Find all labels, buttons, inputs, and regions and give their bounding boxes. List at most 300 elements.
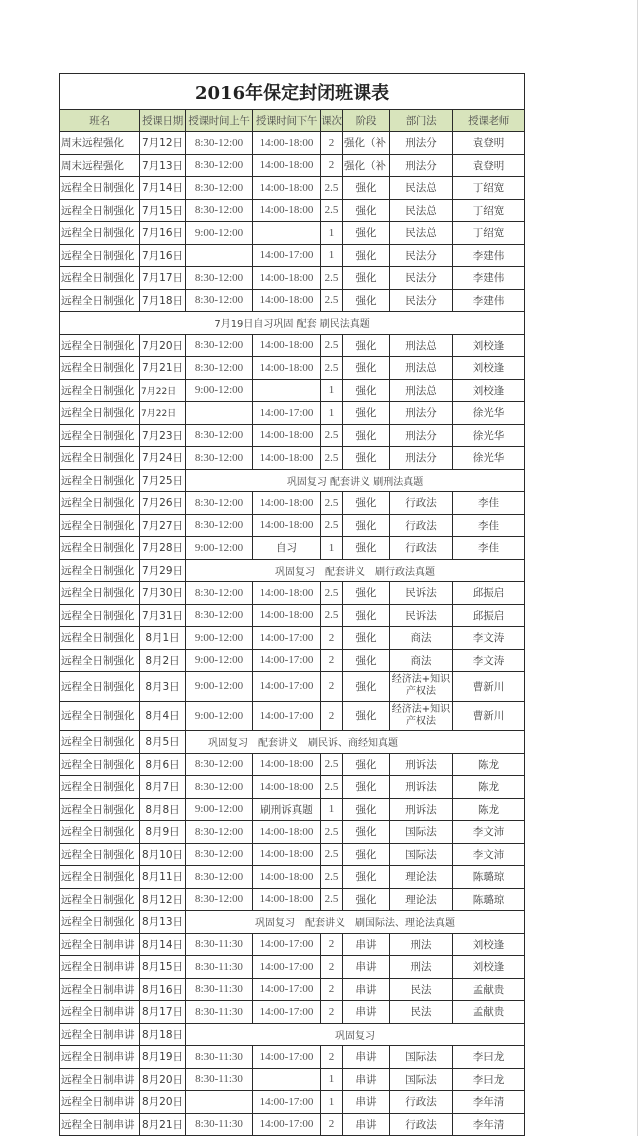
teacher-cell: 刘校逢 <box>453 334 525 357</box>
teacher-cell: 李曰龙 <box>453 1046 525 1069</box>
teacher-cell: 丁绍宽 <box>453 222 525 245</box>
time-am-cell: 8:30-12:00 <box>186 776 253 799</box>
table-row <box>60 753 525 776</box>
date-cell: 8月7日 <box>140 776 186 799</box>
class-name-cell: 远程全日制串讲 <box>60 1023 140 1046</box>
time-am-cell: 8:30-12:00 <box>186 357 253 380</box>
header-time-pm: 授课时间下午 <box>253 110 321 132</box>
date-cell: 8月17日 <box>140 1001 186 1024</box>
title-row <box>60 74 525 110</box>
subject-cell: 刑诉法 <box>390 798 453 821</box>
class-name-cell: 远程全日制强化 <box>60 334 140 357</box>
stage-cell: 强化 <box>343 289 390 312</box>
table-row <box>60 447 525 470</box>
stage-cell: 串讲 <box>343 1046 390 1069</box>
time-am-cell: 8:30-12:00 <box>186 199 253 222</box>
class-name-cell: 远程全日制强化 <box>60 447 140 470</box>
date-cell: 8月15日 <box>140 956 186 979</box>
time-am-cell: 8:30-12:00 <box>186 821 253 844</box>
teacher-cell: 李佳 <box>453 537 525 560</box>
class-name-cell: 远程全日制强化 <box>60 701 140 731</box>
stage-cell: 强化 <box>343 177 390 200</box>
session-count-cell: 2 <box>321 1001 343 1024</box>
date-cell: 8月10日 <box>140 843 186 866</box>
class-name-cell: 远程全日制串讲 <box>60 1001 140 1024</box>
stage-cell: 强化 <box>343 267 390 290</box>
time-pm-cell: 14:00-18:00 <box>253 334 321 357</box>
class-name-cell: 远程全日制强化 <box>60 222 140 245</box>
class-name-cell: 周末远程强化 <box>60 132 140 155</box>
time-am-cell: 8:30-12:00 <box>186 604 253 627</box>
session-count-cell: 1 <box>321 379 343 402</box>
time-pm-cell: 14:00-18:00 <box>253 154 321 177</box>
time-pm-cell: 自习 <box>253 537 321 560</box>
time-pm-cell: 14:00-18:00 <box>253 753 321 776</box>
session-count-cell: 2.5 <box>321 843 343 866</box>
table-row <box>60 672 525 702</box>
subject-cell: 商法 <box>390 627 453 650</box>
review-note: 巩固复习 配套讲义 刷民诉、商经知真题 <box>186 731 525 754</box>
date-cell: 8月21日 <box>140 1113 186 1136</box>
teacher-cell: 曹新川 <box>453 701 525 731</box>
time-pm-cell: 14:00-17:00 <box>253 627 321 650</box>
time-am-cell: 8:30-12:00 <box>186 289 253 312</box>
date-cell: 8月8日 <box>140 798 186 821</box>
date-cell: 8月11日 <box>140 866 186 889</box>
time-pm-cell: 14:00-18:00 <box>253 776 321 799</box>
teacher-cell: 陈璐琼 <box>453 866 525 889</box>
stage-cell: 强化 <box>343 672 390 702</box>
stage-cell: 强化 <box>343 843 390 866</box>
time-am-cell: 8:30-12:00 <box>186 177 253 200</box>
time-pm-cell: 14:00-17:00 <box>253 1091 321 1114</box>
table-row <box>60 469 525 492</box>
class-name-cell: 远程全日制串讲 <box>60 1068 140 1091</box>
time-pm-cell: 14:00-17:00 <box>253 933 321 956</box>
time-am-cell: 8:30-11:30 <box>186 978 253 1001</box>
subject-cell: 理论法 <box>390 888 453 911</box>
table-row <box>60 843 525 866</box>
table-row <box>60 379 525 402</box>
stage-cell: 强化 <box>343 402 390 425</box>
time-am-cell: 8:30-11:30 <box>186 1113 253 1136</box>
date-cell: 7月13日 <box>140 154 186 177</box>
subject-cell: 国际法 <box>390 1068 453 1091</box>
class-name-cell: 远程全日制强化 <box>60 821 140 844</box>
table-row <box>60 492 525 515</box>
teacher-cell: 李佳 <box>453 492 525 515</box>
subject-cell: 民诉法 <box>390 604 453 627</box>
table-row <box>60 701 525 731</box>
teacher-cell: 陈龙 <box>453 753 525 776</box>
date-cell: 7月17日 <box>140 267 186 290</box>
class-name-cell: 远程全日制串讲 <box>60 933 140 956</box>
table-row <box>60 357 525 380</box>
table-row <box>60 1068 525 1091</box>
header-date: 授课日期 <box>140 110 186 132</box>
session-count-cell: 2 <box>321 701 343 731</box>
teacher-cell: 李建伟 <box>453 244 525 267</box>
stage-cell: 强化 <box>343 701 390 731</box>
subject-cell: 民法总 <box>390 177 453 200</box>
time-pm-cell: 14:00-17:00 <box>253 244 321 267</box>
stage-cell: 强化 <box>343 604 390 627</box>
table-row <box>60 956 525 979</box>
class-name-cell: 远程全日制强化 <box>60 424 140 447</box>
subject-cell: 行政法 <box>390 537 453 560</box>
teacher-cell: 徐光华 <box>453 424 525 447</box>
stage-cell: 强化 <box>343 627 390 650</box>
teacher-cell: 孟献贵 <box>453 978 525 1001</box>
teacher-cell: 刘校逢 <box>453 933 525 956</box>
subject-cell: 经济法+知识产权法 <box>390 701 453 731</box>
self-study-note: 7月19日自习巩固 配套 刷民法真题 <box>60 312 525 335</box>
stage-cell: 强化 <box>343 798 390 821</box>
time-am-cell: 8:30-12:00 <box>186 132 253 155</box>
time-pm-cell: 14:00-18:00 <box>253 357 321 380</box>
session-count-cell: 2.5 <box>321 753 343 776</box>
subject-cell: 刑法分 <box>390 402 453 425</box>
date-cell: 8月5日 <box>140 731 186 754</box>
stage-cell: 串讲 <box>343 1001 390 1024</box>
session-count-cell: 2 <box>321 132 343 155</box>
date-cell: 7月14日 <box>140 177 186 200</box>
table-row <box>60 1113 525 1136</box>
class-name-cell: 远程全日制强化 <box>60 244 140 267</box>
time-am-cell: 8:30-11:30 <box>186 1001 253 1024</box>
class-name-cell: 远程全日制强化 <box>60 177 140 200</box>
date-cell: 8月9日 <box>140 821 186 844</box>
subject-cell: 行政法 <box>390 1091 453 1114</box>
date-cell: 7月18日 <box>140 289 186 312</box>
date-cell: 7月29日 <box>140 559 186 582</box>
class-name-cell: 远程全日制串讲 <box>60 1046 140 1069</box>
stage-cell: 强化 <box>343 244 390 267</box>
table-row <box>60 289 525 312</box>
time-pm-cell: 14:00-18:00 <box>253 888 321 911</box>
subject-cell: 刑法总 <box>390 357 453 380</box>
table-row <box>60 888 525 911</box>
subject-cell: 刑法 <box>390 956 453 979</box>
header-row <box>60 110 525 132</box>
date-cell: 8月3日 <box>140 672 186 702</box>
teacher-cell: 孟献贵 <box>453 1001 525 1024</box>
teacher-cell: 邱振启 <box>453 582 525 605</box>
teacher-cell: 陈龙 <box>453 798 525 821</box>
stage-cell: 强化 <box>343 222 390 245</box>
date-cell: 8月16日 <box>140 978 186 1001</box>
session-count-cell: 2 <box>321 956 343 979</box>
stage-cell: 强化 <box>343 379 390 402</box>
table-row <box>60 604 525 627</box>
teacher-cell: 袁登明 <box>453 154 525 177</box>
subject-cell: 刑法总 <box>390 334 453 357</box>
subject-cell: 国际法 <box>390 821 453 844</box>
time-am-cell <box>186 244 253 267</box>
table-row <box>60 154 525 177</box>
table-row <box>60 978 525 1001</box>
session-count-cell: 2.5 <box>321 334 343 357</box>
time-pm-cell: 14:00-18:00 <box>253 424 321 447</box>
session-count-cell: 1 <box>321 1068 343 1091</box>
review-note: 巩固复习 配套讲义 刷刑法真题 <box>186 469 525 492</box>
time-pm-cell <box>253 222 321 245</box>
class-name-cell: 远程全日制强化 <box>60 843 140 866</box>
class-name-cell: 远程全日制强化 <box>60 911 140 934</box>
teacher-cell: 丁绍宽 <box>453 199 525 222</box>
stage-cell: 串讲 <box>343 978 390 1001</box>
table-row <box>60 559 525 582</box>
table-row <box>60 866 525 889</box>
subject-cell: 商法 <box>390 649 453 672</box>
time-pm-cell: 14:00-17:00 <box>253 1046 321 1069</box>
class-name-cell: 远程全日制强化 <box>60 627 140 650</box>
stage-cell: 串讲 <box>343 1091 390 1114</box>
class-name-cell: 远程全日制强化 <box>60 267 140 290</box>
table-row <box>60 334 525 357</box>
time-am-cell: 9:00-12:00 <box>186 627 253 650</box>
date-cell: 7月24日 <box>140 447 186 470</box>
teacher-cell: 曹新川 <box>453 672 525 702</box>
stage-cell: 强化 <box>343 866 390 889</box>
date-cell: 8月2日 <box>140 649 186 672</box>
stage-cell: 强化（补 <box>343 132 390 155</box>
table-row <box>60 627 525 650</box>
stage-cell: 强化 <box>343 514 390 537</box>
subject-cell: 国际法 <box>390 843 453 866</box>
subject-cell: 民法总 <box>390 222 453 245</box>
session-count-cell: 2.5 <box>321 199 343 222</box>
teacher-cell: 徐光华 <box>453 402 525 425</box>
time-am-cell: 8:30-12:00 <box>186 843 253 866</box>
date-cell: 8月6日 <box>140 753 186 776</box>
class-name-cell: 远程全日制强化 <box>60 582 140 605</box>
class-name-cell: 远程全日制强化 <box>60 289 140 312</box>
time-pm-cell: 14:00-17:00 <box>253 672 321 702</box>
stage-cell: 强化（补 <box>343 154 390 177</box>
subject-cell: 刑法 <box>390 933 453 956</box>
table-row <box>60 177 525 200</box>
time-am-cell <box>186 1091 253 1114</box>
time-am-cell: 8:30-11:30 <box>186 1068 253 1091</box>
time-am-cell: 9:00-12:00 <box>186 798 253 821</box>
session-count-cell: 2.5 <box>321 604 343 627</box>
session-count-cell: 1 <box>321 402 343 425</box>
time-am-cell: 8:30-11:30 <box>186 933 253 956</box>
session-count-cell: 1 <box>321 798 343 821</box>
time-pm-cell: 14:00-17:00 <box>253 649 321 672</box>
session-count-cell: 2 <box>321 154 343 177</box>
subject-cell: 刑法分 <box>390 132 453 155</box>
date-cell: 8月4日 <box>140 701 186 731</box>
class-name-cell: 周末远程强化 <box>60 154 140 177</box>
stage-cell: 强化 <box>343 357 390 380</box>
teacher-cell: 徐光华 <box>453 447 525 470</box>
subject-cell: 民法总 <box>390 199 453 222</box>
date-cell: 7月20日 <box>140 334 186 357</box>
schedule-table <box>59 73 525 1136</box>
time-am-cell: 8:30-12:00 <box>186 582 253 605</box>
session-count-cell: 2.5 <box>321 514 343 537</box>
class-name-cell: 远程全日制强化 <box>60 379 140 402</box>
session-count-cell: 2 <box>321 672 343 702</box>
date-cell: 7月22日 <box>140 402 186 425</box>
table-row <box>60 911 525 934</box>
subject-cell: 经济法+知识产权法 <box>390 672 453 702</box>
table-row <box>60 222 525 245</box>
teacher-cell: 刘校逢 <box>453 379 525 402</box>
date-cell: 8月13日 <box>140 911 186 934</box>
stage-cell: 强化 <box>343 821 390 844</box>
time-am-cell: 8:30-12:00 <box>186 334 253 357</box>
session-count-cell: 2.5 <box>321 357 343 380</box>
time-pm-cell: 14:00-18:00 <box>253 582 321 605</box>
time-pm-cell: 14:00-18:00 <box>253 492 321 515</box>
subject-cell: 刑法总 <box>390 379 453 402</box>
session-count-cell: 2 <box>321 978 343 1001</box>
stage-cell: 强化 <box>343 753 390 776</box>
time-am-cell: 9:00-12:00 <box>186 222 253 245</box>
stage-cell: 强化 <box>343 492 390 515</box>
date-cell: 7月25日 <box>140 469 186 492</box>
date-cell: 7月27日 <box>140 514 186 537</box>
session-count-cell: 2 <box>321 627 343 650</box>
class-name-cell: 远程全日制强化 <box>60 514 140 537</box>
class-name-cell: 远程全日制串讲 <box>60 1091 140 1114</box>
stage-cell: 串讲 <box>343 1113 390 1136</box>
time-pm-cell: 14:00-17:00 <box>253 701 321 731</box>
stage-cell: 串讲 <box>343 933 390 956</box>
table-row <box>60 1046 525 1069</box>
teacher-cell: 刘校逢 <box>453 956 525 979</box>
table-row <box>60 132 525 155</box>
class-name-cell: 远程全日制强化 <box>60 731 140 754</box>
session-count-cell: 2 <box>321 1046 343 1069</box>
time-pm-cell: 14:00-18:00 <box>253 177 321 200</box>
subject-cell: 民法分 <box>390 267 453 290</box>
subject-cell: 刑诉法 <box>390 753 453 776</box>
time-am-cell: 9:00-12:00 <box>186 537 253 560</box>
table-row <box>60 821 525 844</box>
teacher-cell: 李文沛 <box>453 843 525 866</box>
class-name-cell: 远程全日制强化 <box>60 866 140 889</box>
time-pm-cell: 14:00-18:00 <box>253 199 321 222</box>
table-row <box>60 424 525 447</box>
date-cell: 7月31日 <box>140 604 186 627</box>
schedule-sheet <box>59 73 524 1136</box>
time-am-cell: 9:00-12:00 <box>186 649 253 672</box>
subject-cell: 民法 <box>390 978 453 1001</box>
time-am-cell: 8:30-12:00 <box>186 267 253 290</box>
time-am-cell: 8:30-12:00 <box>186 447 253 470</box>
teacher-cell: 李曰龙 <box>453 1068 525 1091</box>
subject-cell: 民诉法 <box>390 582 453 605</box>
time-pm-cell <box>253 379 321 402</box>
stage-cell: 强化 <box>343 334 390 357</box>
date-cell: 7月23日 <box>140 424 186 447</box>
table-row <box>60 582 525 605</box>
teacher-cell: 李文涛 <box>453 627 525 650</box>
table-row <box>60 798 525 821</box>
header-class-name: 班名 <box>60 110 140 132</box>
teacher-cell: 李建伟 <box>453 267 525 290</box>
teacher-cell: 李文沛 <box>453 821 525 844</box>
date-cell: 7月12日 <box>140 132 186 155</box>
review-note: 巩固复习 配套讲义 刷国际法、理论法真题 <box>186 911 525 934</box>
class-name-cell: 远程全日制强化 <box>60 888 140 911</box>
stage-cell: 强化 <box>343 776 390 799</box>
time-pm-cell: 14:00-17:00 <box>253 402 321 425</box>
session-count-cell: 2.5 <box>321 267 343 290</box>
subject-cell: 民法 <box>390 1001 453 1024</box>
session-count-cell: 2.5 <box>321 289 343 312</box>
class-name-cell: 远程全日制强化 <box>60 537 140 560</box>
time-pm-cell: 14:00-18:00 <box>253 267 321 290</box>
table-title: 2016年保定封闭班课表 <box>60 74 525 110</box>
time-pm-cell <box>253 1068 321 1091</box>
subject-cell: 刑诉法 <box>390 776 453 799</box>
class-name-cell: 远程全日制强化 <box>60 402 140 425</box>
class-name-cell: 远程全日制串讲 <box>60 978 140 1001</box>
date-cell: 7月30日 <box>140 582 186 605</box>
teacher-cell: 邱振启 <box>453 604 525 627</box>
teacher-cell: 李佳 <box>453 514 525 537</box>
session-count-cell: 2.5 <box>321 447 343 470</box>
date-cell: 7月28日 <box>140 537 186 560</box>
stage-cell: 强化 <box>343 537 390 560</box>
subject-cell: 刑法分 <box>390 447 453 470</box>
date-cell: 8月1日 <box>140 627 186 650</box>
date-cell: 8月14日 <box>140 933 186 956</box>
time-am-cell: 8:30-11:30 <box>186 1046 253 1069</box>
table-row <box>60 537 525 560</box>
table-row <box>60 933 525 956</box>
table-row <box>60 312 525 335</box>
subject-cell: 民法分 <box>390 289 453 312</box>
time-am-cell: 8:30-12:00 <box>186 888 253 911</box>
date-cell: 7月21日 <box>140 357 186 380</box>
schedule-body <box>60 132 525 1136</box>
time-am-cell: 8:30-12:00 <box>186 154 253 177</box>
time-pm-cell: 14:00-18:00 <box>253 514 321 537</box>
review-note: 巩固复习 <box>186 1023 525 1046</box>
class-name-cell: 远程全日制强化 <box>60 753 140 776</box>
class-name-cell: 远程全日制强化 <box>60 604 140 627</box>
table-row <box>60 649 525 672</box>
time-pm-cell: 14:00-17:00 <box>253 1001 321 1024</box>
time-pm-cell: 14:00-18:00 <box>253 866 321 889</box>
stage-cell: 串讲 <box>343 1068 390 1091</box>
header-teacher: 授课老师 <box>453 110 525 132</box>
session-count-cell: 1 <box>321 222 343 245</box>
date-cell: 7月15日 <box>140 199 186 222</box>
class-name-cell: 远程全日制强化 <box>60 798 140 821</box>
date-cell: 8月20日 <box>140 1091 186 1114</box>
time-pm-cell: 14:00-18:00 <box>253 843 321 866</box>
teacher-cell: 李年清 <box>453 1091 525 1114</box>
time-am-cell: 9:00-12:00 <box>186 672 253 702</box>
session-count-cell: 2.5 <box>321 582 343 605</box>
table-row <box>60 731 525 754</box>
teacher-cell: 李年清 <box>453 1113 525 1136</box>
time-am-cell: 9:00-12:00 <box>186 379 253 402</box>
table-row <box>60 267 525 290</box>
subject-cell: 民法分 <box>390 244 453 267</box>
table-row <box>60 776 525 799</box>
date-cell: 8月12日 <box>140 888 186 911</box>
stage-cell: 强化 <box>343 649 390 672</box>
page-edge-line <box>637 0 638 1136</box>
